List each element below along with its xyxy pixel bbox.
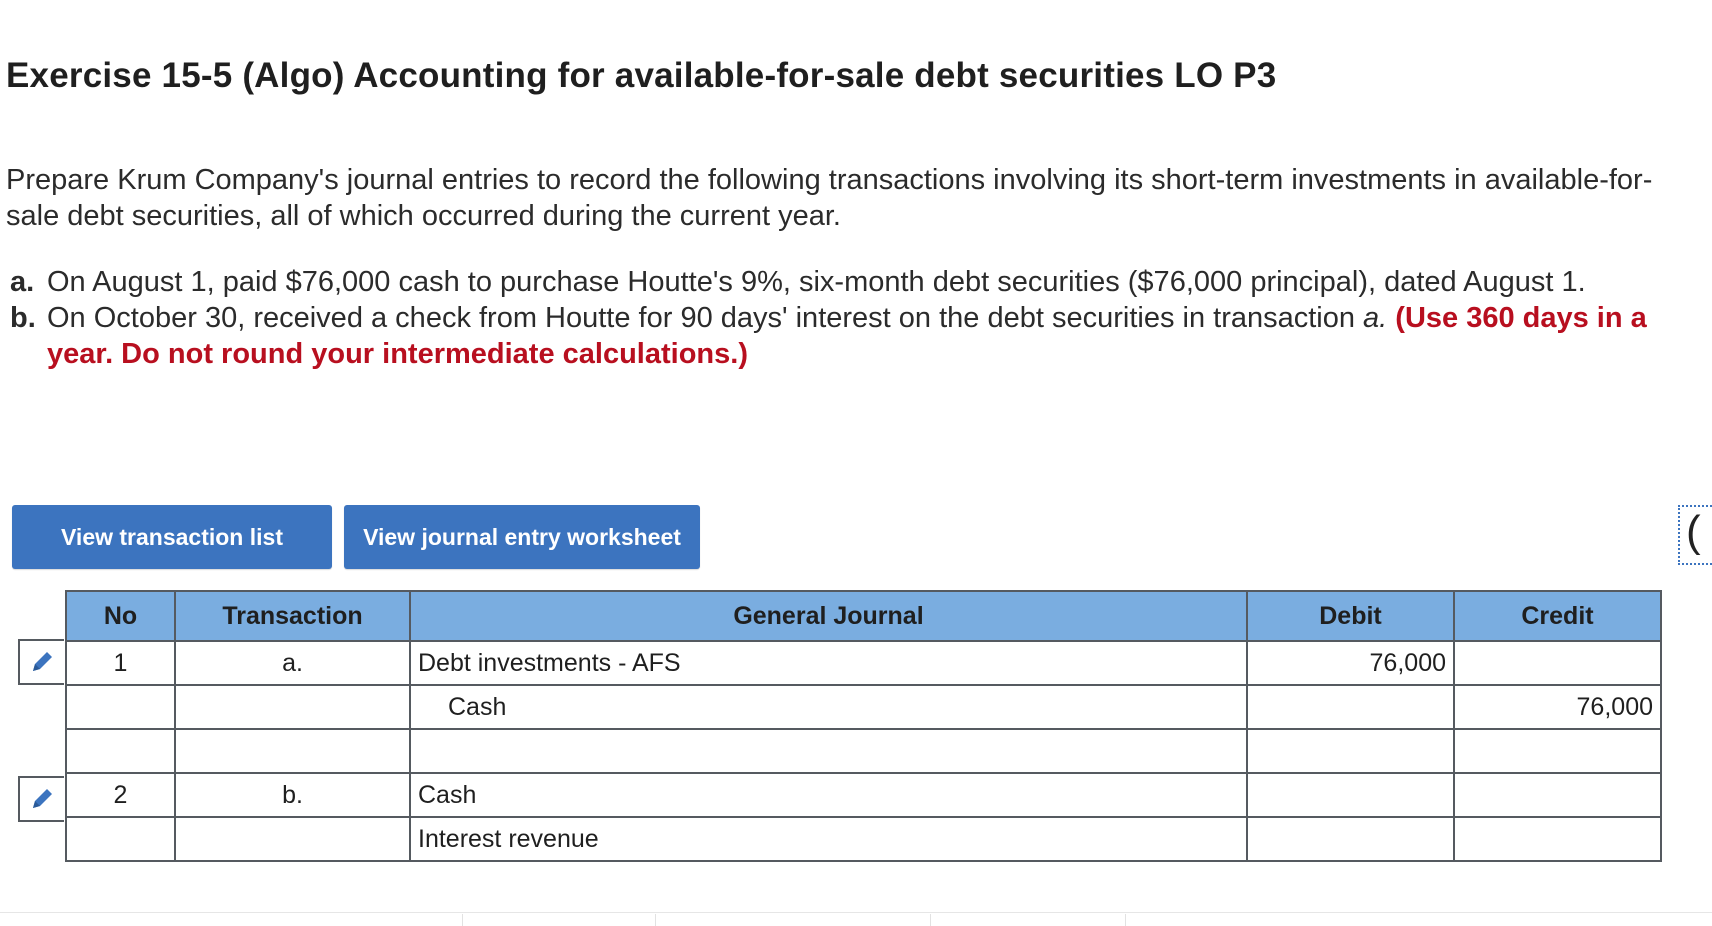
partial-icon: ( [1686,507,1701,556]
journal-table [65,590,1662,862]
footer-tab-separator [1125,914,1126,926]
edit-entry-2-button[interactable] [18,776,64,822]
table-row [66,685,1661,729]
item-marker: b. [10,302,36,334]
header-credit: Credit [1454,591,1661,641]
header-general-journal: General Journal [410,591,1247,641]
exercise-title: Exercise 15-5 (Algo) Accounting for available-for-sale debt securities LO P3 [6,56,1277,95]
item-text: On October 30, received a check from Houtte for 90 days' interest on the debt securities in transaction [47,302,1364,334]
cell-no: 1 [66,641,175,685]
exercise-instructions: Prepare Krum Company's journal entries to record the following transactions involving its short-term investments in available-for-sale debt securities, all of which occurred during the current year. [6,164,1653,232]
cell-debit: 76,000 [1247,641,1454,685]
cell-credit [1454,817,1661,861]
view-transaction-list-button[interactable]: View transaction list [12,505,332,569]
cell-debit [1247,729,1454,773]
cell-transaction [175,685,410,729]
footer-tab-separator [655,914,656,926]
edit-entry-1-button[interactable] [18,639,64,685]
view-journal-entry-worksheet-button[interactable]: View journal entry worksheet [344,505,700,569]
cell-transaction [175,729,410,773]
table-header [66,591,1661,641]
cell-credit [1454,729,1661,773]
transaction-item-b [10,300,1700,372]
cell-credit [1454,641,1661,685]
footer-tab-separator [462,914,463,926]
cell-credit [1454,773,1661,817]
cell-no [66,729,175,773]
item-text: On August 1, paid $76,000 cash to purchase Houtte's 9%, six-month debt securities ($76,000 principal), dated August 1. [47,266,1586,298]
table-row [66,773,1661,817]
cell-credit: 76,000 [1454,685,1661,729]
cell-transaction: b. [175,773,410,817]
header-transaction: Transaction [175,591,410,641]
cell-debit [1247,685,1454,729]
cell-debit [1247,773,1454,817]
item-reference: a. [1363,302,1388,334]
footer-tab-separator [930,914,931,926]
pencil-icon [29,786,55,812]
cell-debit [1247,817,1454,861]
cell-account: Cash [410,773,1247,817]
table-row [66,817,1661,861]
cell-account: Debt investments - AFS [410,641,1247,685]
footer-divider [0,912,1712,913]
header-debit: Debit [1247,591,1454,641]
transaction-list [10,264,1700,372]
transaction-item-a [10,264,1700,300]
cell-no [66,685,175,729]
pencil-icon [29,649,55,675]
cell-account: Cash [410,685,1247,729]
cell-account: Interest revenue [410,817,1247,861]
cell-no: 2 [66,773,175,817]
cell-no [66,817,175,861]
cell-account [410,729,1247,773]
header-no: No [66,591,175,641]
cell-transaction: a. [175,641,410,685]
item-marker: a. [10,266,35,298]
table-row [66,641,1661,685]
cell-transaction [175,817,410,861]
calculation-note: (Use 360 days in a year. Do not round your intermediate calculations.) [47,302,1647,370]
table-row [66,729,1661,773]
